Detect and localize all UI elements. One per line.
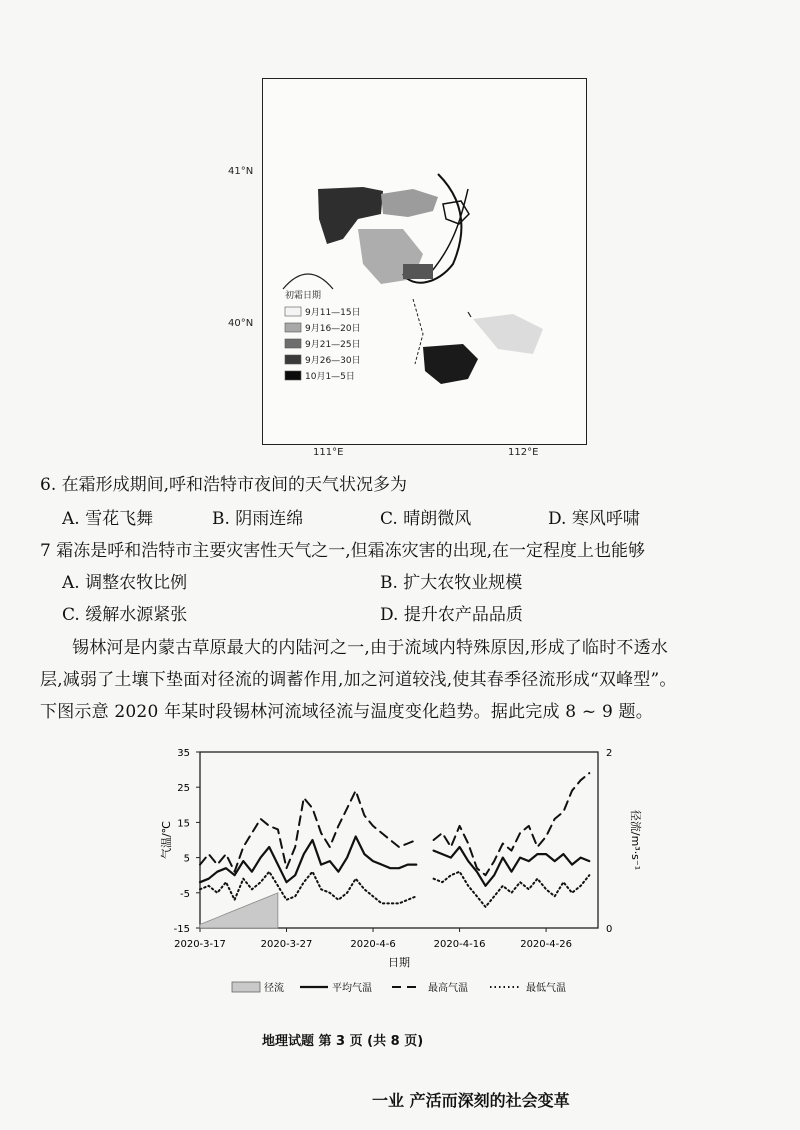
series-line-dotted bbox=[434, 872, 590, 907]
legend-swatch-3 bbox=[285, 339, 301, 348]
y2-tick-label: 0 bbox=[606, 924, 613, 935]
legend-label-4: 9月26—30日 bbox=[305, 356, 361, 366]
x-axis-title: 日期 bbox=[388, 956, 410, 969]
x-tick-label: 2020-4-16 bbox=[433, 939, 486, 950]
legend-swatch-1 bbox=[285, 307, 301, 316]
y-tick-label: -5 bbox=[180, 888, 190, 900]
y-axis-title: 气温/℃ bbox=[160, 820, 173, 860]
map-region-dark-south bbox=[423, 344, 478, 384]
y-tick-label: -15 bbox=[173, 924, 190, 935]
y2-axis-title: 径流/m³·s⁻¹ bbox=[629, 809, 642, 871]
legend-title: 初霜日期 bbox=[285, 291, 322, 301]
map-built-area bbox=[403, 264, 433, 279]
legend-swatch-2 bbox=[285, 323, 301, 332]
q6-option-a: A. 雪花飞舞 bbox=[62, 509, 154, 529]
q7-option-a: A. 调整农牧比例 bbox=[62, 573, 188, 593]
map-region-medium-north bbox=[381, 189, 438, 217]
question-6-stem: 6. 在霜形成期间,呼和浩特市夜间的天气状况多为 bbox=[40, 475, 408, 495]
q6-option-c: C. 晴朗微风 bbox=[380, 509, 472, 529]
legend-runoff-swatch bbox=[232, 982, 260, 992]
x-tick-label: 2020-3-27 bbox=[260, 939, 313, 950]
y-tick-label: 25 bbox=[177, 783, 190, 795]
runoff-temperature-chart bbox=[0, 740, 800, 1010]
question-7-stem: 7 霜冻是呼和浩特市主要灾害性天气之一,但霜冻灾害的出现,在一定程度上也能够 bbox=[40, 541, 646, 561]
frost-map-drawing bbox=[263, 79, 586, 444]
legend-label-2: 9月16—20日 bbox=[305, 324, 361, 334]
y-tick-label: 35 bbox=[177, 748, 190, 759]
legend-label: 平均气温 bbox=[332, 983, 372, 994]
passage-line-3: 下图示意 2020 年某时段锡林河流域径流与温度变化趋势。据此完成 8 ~ 9 题。 bbox=[40, 702, 653, 722]
chart-tick-labels bbox=[159, 748, 643, 969]
legend-swatch-4 bbox=[285, 355, 301, 364]
y-tick-label: 5 bbox=[183, 853, 190, 865]
map-city-outline bbox=[443, 201, 469, 224]
q7-option-c: C. 缓解水源紧张 bbox=[62, 605, 188, 625]
map-lat-41: 41°N bbox=[228, 166, 254, 177]
legend-frame-arc bbox=[283, 274, 333, 289]
map-boundary-line bbox=[413, 299, 423, 364]
runoff-area bbox=[200, 893, 278, 928]
map-lon-112: 112°E bbox=[508, 447, 539, 458]
frost-map bbox=[262, 78, 587, 445]
map-lon-111: 111°E bbox=[313, 447, 344, 458]
q6-option-b: B. 阴雨连绵 bbox=[212, 509, 304, 529]
series-line-dashed bbox=[200, 791, 416, 872]
series-line-solid bbox=[200, 837, 416, 883]
x-tick-label: 2020-4-26 bbox=[520, 939, 572, 950]
chart-series-lines bbox=[200, 773, 589, 907]
x-tick-label: 2020-3-17 bbox=[174, 939, 226, 950]
legend-label-5: 10月1—5日 bbox=[305, 372, 355, 382]
legend-label-1: 9月11—15日 bbox=[305, 308, 361, 318]
bottom-fragment: 一业 产活而深刻的社会变革 bbox=[372, 1091, 570, 1110]
legend-label: 最低气温 bbox=[526, 983, 566, 994]
y2-tick-label: 2 bbox=[606, 748, 613, 759]
legend-label: 径流 bbox=[264, 983, 284, 994]
y-tick-label: 15 bbox=[177, 818, 190, 830]
page-footer: 地理试题 第 3 页 (共 8 页) bbox=[262, 1034, 424, 1049]
series-line-solid bbox=[434, 847, 590, 886]
passage-line-2: 层,减弱了土壤下垫面对径流的调蓄作用,加之河道较浅,使其春季径流形成“双峰型”。 bbox=[40, 670, 677, 690]
chart-legend bbox=[232, 981, 566, 994]
passage-line-1: 锡林河是内蒙古草原最大的内陆河之一,由于流域内特殊原因,形成了临时不透水 bbox=[72, 638, 669, 658]
map-region-light-east bbox=[473, 314, 543, 354]
q6-option-d: D. 寒风呼啸 bbox=[548, 509, 640, 529]
legend-swatch-5 bbox=[285, 371, 301, 380]
map-lat-40: 40°N bbox=[228, 318, 254, 329]
legend-label: 最高气温 bbox=[428, 983, 468, 994]
legend-label-3: 9月21—25日 bbox=[305, 340, 361, 350]
series-line-dotted bbox=[200, 872, 416, 904]
q7-option-b: B. 扩大农牧业规模 bbox=[380, 573, 523, 593]
chart-runoff-area bbox=[200, 893, 278, 928]
x-tick-label: 2020-4-6 bbox=[350, 939, 396, 950]
q7-option-d: D. 提升农产品品质 bbox=[380, 605, 523, 625]
series-line-dashed bbox=[434, 773, 590, 875]
